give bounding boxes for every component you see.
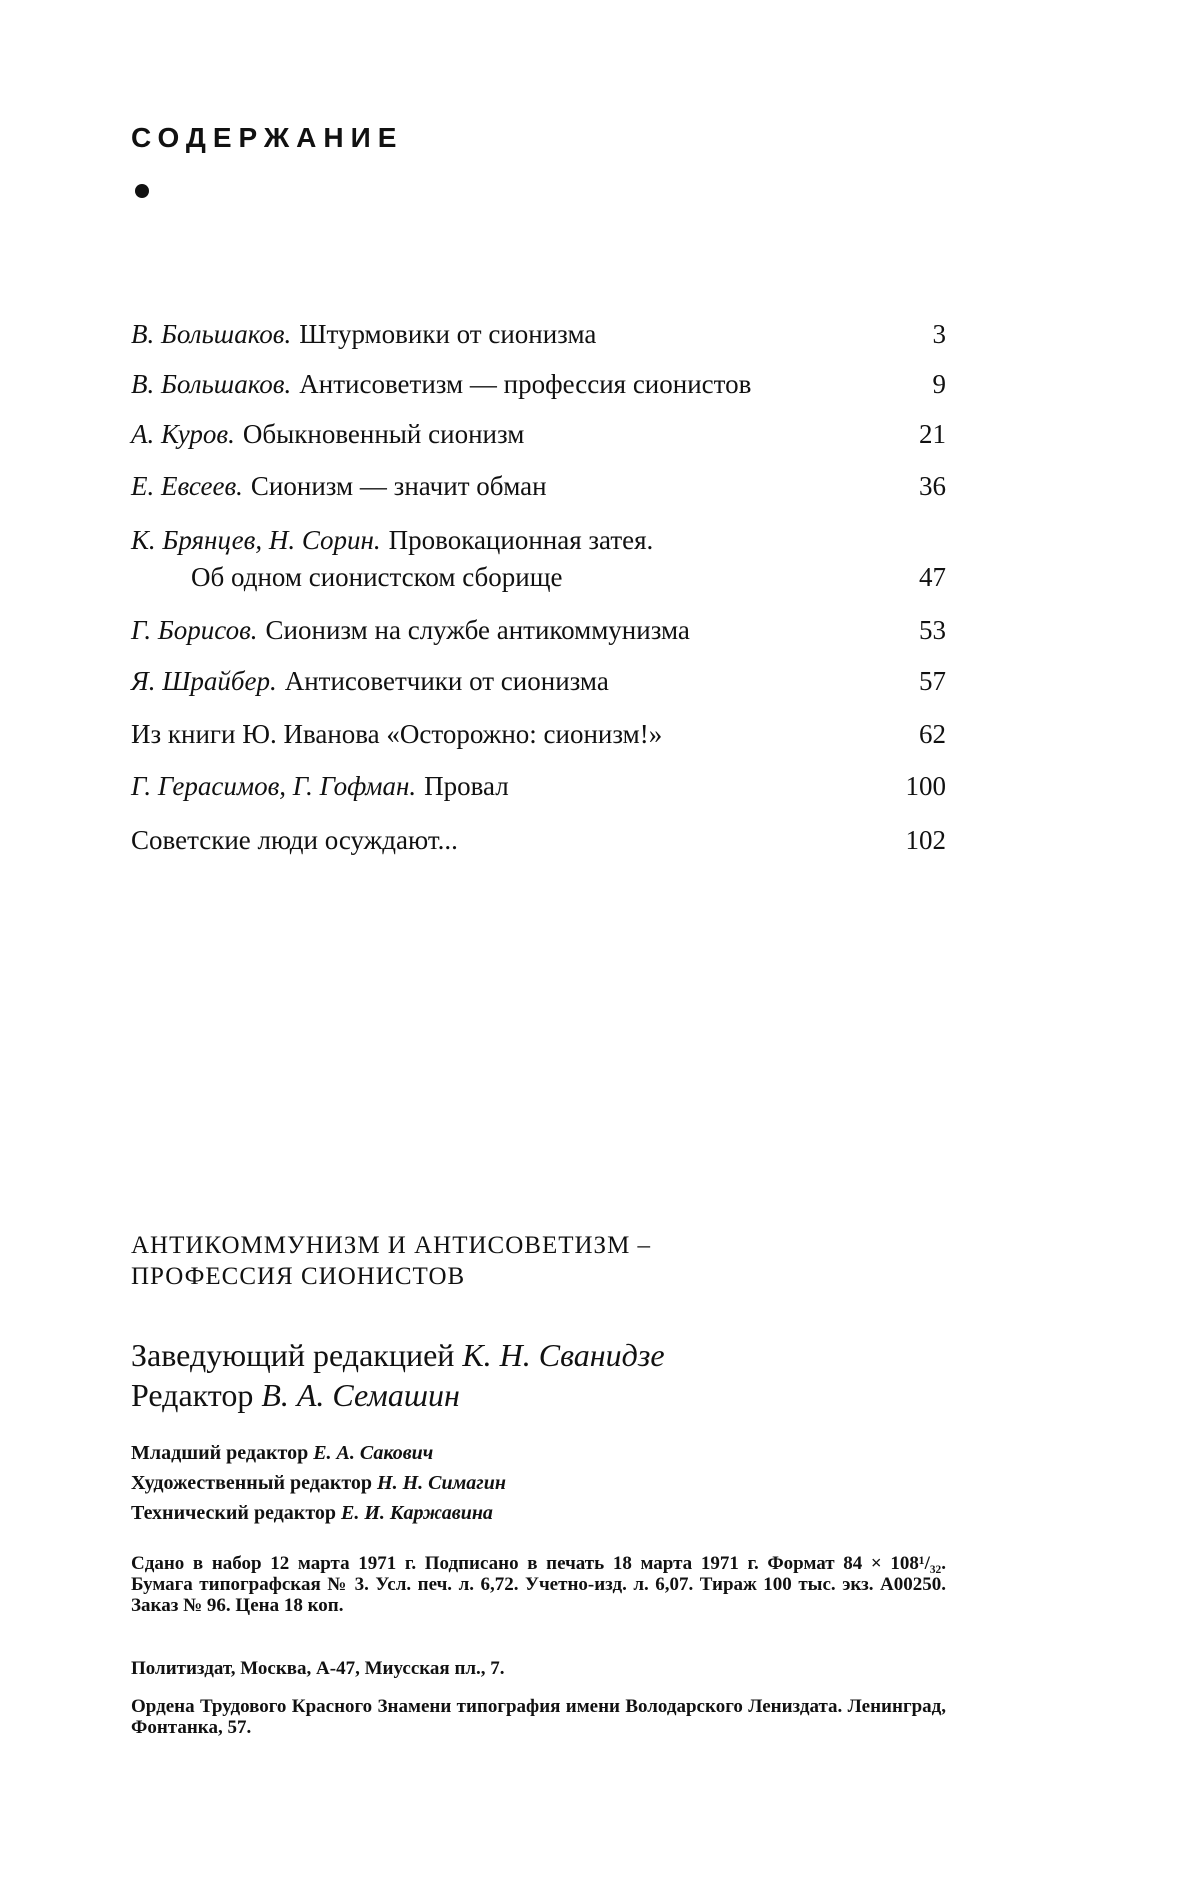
toc-page-number: 21 <box>919 419 946 449</box>
publisher-address: Политиздат, Москва, А-47, Миусская пл., 7. <box>131 1658 505 1679</box>
toc-title: Сионизм — значит обман <box>250 471 547 501</box>
toc-title: Антисоветчики от сионизма <box>284 666 609 696</box>
toc-author: К. Брянцев, Н. Сорин. <box>131 525 381 555</box>
art-editor-name: Н. Н. Симагин <box>377 1472 506 1494</box>
toc-page-number: 62 <box>919 719 946 749</box>
chief-editor-label: Заведующий редакцией <box>131 1337 455 1373</box>
toc-title: Провокационная затея. <box>388 525 654 555</box>
contents-heading: СОДЕРЖАНИЕ <box>131 122 404 153</box>
toc-author: В. Большаков. <box>131 319 292 349</box>
toc-entry[interactable] <box>131 416 946 453</box>
toc-page-number: 36 <box>919 471 946 501</box>
toc-title: Советские люди осуждают... <box>131 825 458 855</box>
toc-title: Обыкновенный сионизм <box>242 419 525 449</box>
toc-entry[interactable] <box>131 316 946 353</box>
imprint-details: Сдано в набор 12 марта 1971 г. Подписано в печать 18 марта 1971 г. Формат 84 × 108¹/₃₂. Бумага типографская № 3. Усл. печ. л. 6,72. Учетно-изд. л. 6,07. Тираж 100 тыс. экз. А00250. Заказ № 96. Цена 18 коп. <box>131 1553 946 1616</box>
toc-title: Антисоветизм — профессия сионистов <box>299 369 752 399</box>
staff-block <box>131 1438 506 1528</box>
toc-author: Я. Шрайбер. <box>131 666 277 696</box>
toc-page-number: 9 <box>932 369 946 399</box>
toc-entry[interactable] <box>131 612 946 649</box>
toc-entry[interactable] <box>131 663 946 700</box>
toc-author: Г. Герасимов, Г. Гофман. <box>131 771 417 801</box>
toc-page-number: 3 <box>932 319 946 349</box>
toc-page-number: 53 <box>919 615 946 645</box>
toc-title: Штурмовики от сионизма <box>299 319 597 349</box>
toc-title: Провал <box>424 771 509 801</box>
editors-block <box>131 1335 665 1415</box>
toc-entry[interactable] <box>131 716 946 753</box>
junior-editor-label: Младший редактор <box>131 1442 309 1464</box>
printer-info: Ордена Трудового Красного Знамени типография имени Володарского Лениздата. Ленинград, Фонтанка, 57. <box>131 1696 946 1738</box>
book-title-line: ПРОФЕССИЯ СИОНИСТОВ <box>131 1263 466 1290</box>
toc-entry[interactable] <box>131 522 946 596</box>
toc-page-number: 100 <box>905 771 946 801</box>
tech-editor-name: Е. И. Каржавина <box>341 1502 493 1524</box>
toc-title: Сионизм на службе антикоммунизма <box>265 615 690 645</box>
junior-editor-name: Е. А. Сакович <box>313 1442 434 1464</box>
editor-name: В. А. Семашин <box>261 1377 460 1413</box>
toc-author: А. Куров. <box>131 419 235 449</box>
book-title-line: АНТИКОММУНИЗМ И АНТИСОВЕТИЗМ – <box>131 1232 652 1259</box>
toc-author: Г. Борисов. <box>131 615 258 645</box>
toc-page-number: 57 <box>919 666 946 696</box>
toc-entry[interactable] <box>131 768 946 805</box>
art-editor-label: Художественный редактор <box>131 1472 373 1494</box>
bullet-ornament <box>135 184 149 198</box>
chief-editor-name: К. Н. Сванидзе <box>462 1337 665 1373</box>
book-title <box>131 1230 651 1292</box>
toc-author: В. Большаков. <box>131 369 292 399</box>
toc-author: Е. Евсеев. <box>131 471 243 501</box>
tech-editor-label: Технический редактор <box>131 1502 337 1524</box>
toc-title-continued: Об одном сионистском сборище <box>191 562 563 592</box>
toc-entry[interactable] <box>131 366 946 403</box>
toc-entry[interactable] <box>131 822 946 859</box>
toc-page-number: 102 <box>905 825 946 855</box>
toc-title: Из книги Ю. Иванова «Осторожно: сионизм!» <box>131 719 663 749</box>
editor-label: Редактор <box>131 1377 254 1413</box>
toc-page-number: 47 <box>919 562 946 592</box>
toc-entry[interactable] <box>131 468 946 505</box>
